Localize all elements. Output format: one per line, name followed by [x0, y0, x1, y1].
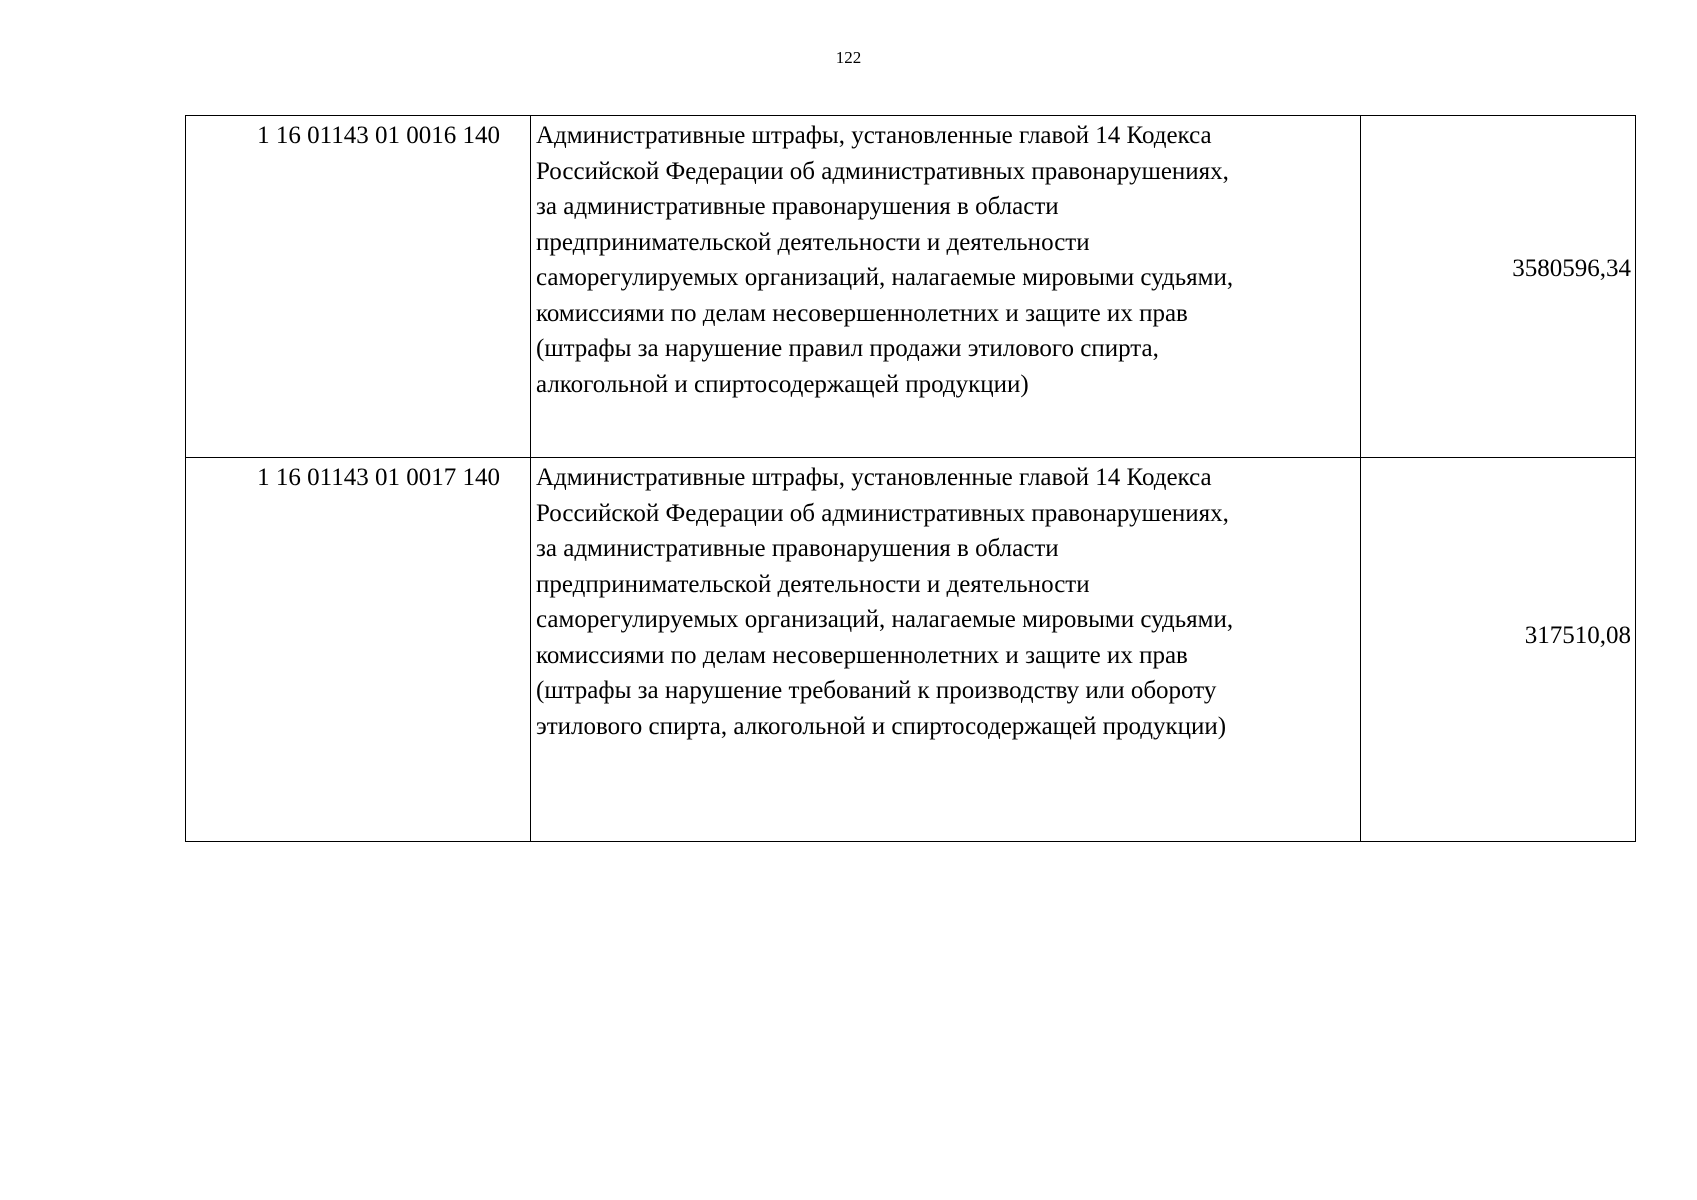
description-line: предпринимательской деятельности и деятельности [536, 570, 1090, 598]
description-line: алкогольной и спиртосодержащей продукции) [536, 370, 1029, 398]
description-line: этилового спирта, алкогольной и спиртосодержащей продукции) [536, 712, 1227, 740]
description-line: (штрафы за нарушение правил продажи этилового спирта, [536, 335, 1159, 362]
amount-value: 3580596,34 [1512, 254, 1631, 282]
table-row [186, 116, 1636, 458]
description-line: Российской Федерации об административных правонарушениях, [536, 499, 1229, 527]
description-cell [531, 458, 1361, 842]
description-cell [531, 116, 1361, 458]
amount-value: 317510,08 [1524, 621, 1631, 649]
description-line: за административные правонарушения в области [536, 193, 1059, 220]
description-line: предпринимательской деятельности и деятельности [536, 228, 1090, 256]
description-line: Российской Федерации об административных правонарушениях, [536, 157, 1229, 185]
description-line: саморегулируемых организаций, налагаемые мировыми судьями, [536, 264, 1234, 291]
description-line: комиссиями по делам несовершеннолетних и защите их прав [536, 299, 1188, 327]
table-row [186, 458, 1636, 842]
description-line: комиссиями по делам несовершеннолетних и защите их прав [536, 641, 1188, 669]
amount-cell [1361, 458, 1636, 842]
budget-code-cell: 1 16 01143 01 0017 140 [186, 458, 531, 842]
page-number: 122 [835, 48, 862, 67]
description-line: саморегулируемых организаций, налагаемые мировыми судьями, [536, 606, 1234, 633]
description-line: Административные штрафы, установленные главой 14 Кодекса [536, 464, 1212, 491]
amount-cell [1361, 116, 1636, 458]
description-line: за административные правонарушения в области [536, 535, 1059, 562]
budget-code-cell: 1 16 01143 01 0016 140 [186, 116, 531, 458]
budget-revenue-table [185, 115, 1636, 842]
description-line: (штрафы за нарушение требований к производству или обороту [536, 677, 1217, 704]
description-line: Административные штрафы, установленные главой 14 Кодекса [536, 122, 1212, 149]
